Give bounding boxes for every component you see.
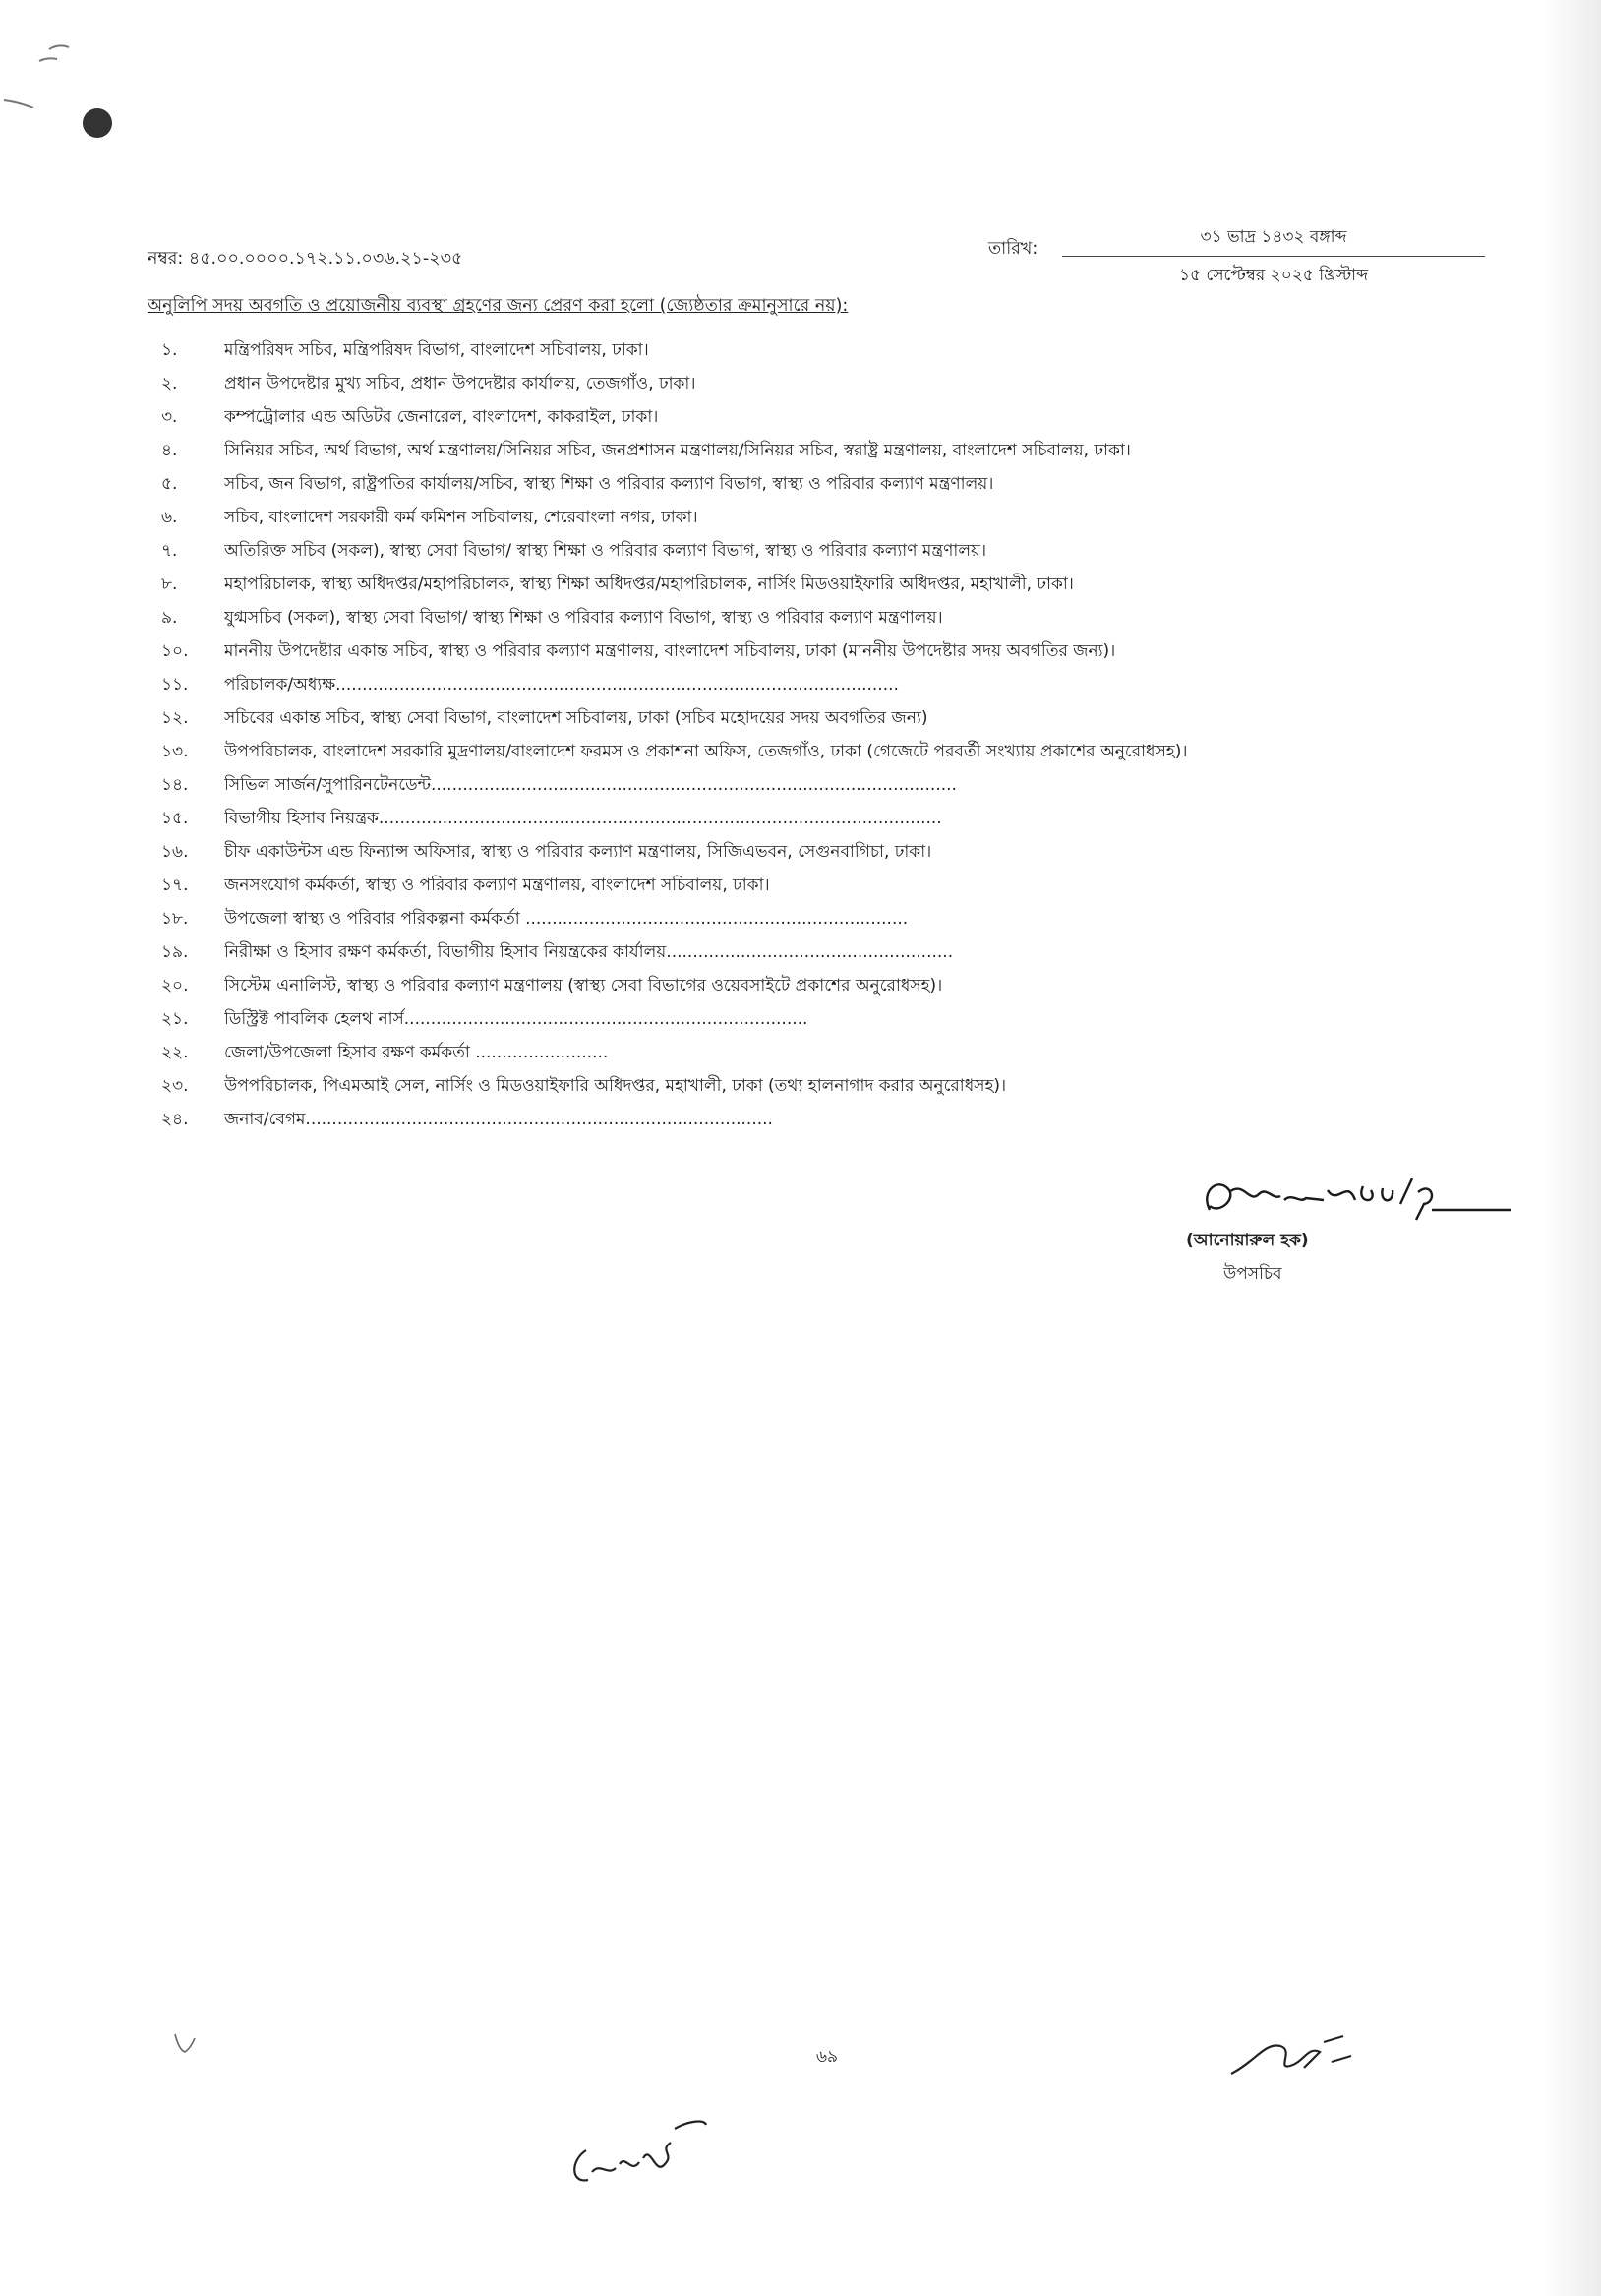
recipient-text: উপপরিচালক, পিএমআই সেল, নার্সিং ও মিডওয়াইফারি অধিদপ্তর, মহাখালী, ঢাকা (তথ্য হালনাগাদ করার অনুরোধসহ)। — [224, 1076, 1007, 1096]
scan-artifact-mark — [0, 30, 89, 108]
recipient-item — [148, 836, 1505, 870]
recipient-item — [148, 1037, 1505, 1070]
recipient-text: জেলা/উপজেলা হিসাব রক্ষণ কর্মকর্তা ......................... — [224, 1043, 609, 1062]
recipient-item — [148, 803, 1505, 836]
recipient-number: ১৭. — [161, 876, 189, 895]
handwritten-initials-bottom — [557, 2115, 714, 2194]
recipient-text: মাননীয় উপদেষ্টার একান্ত সচিব, স্বাস্থ্য ও পরিবার কল্যাণ মন্ত্রণালয়, বাংলাদেশ সচিবালয়, ঢাকা (মাননীয় উপদেষ্টার সদয় অবগতির জন্য)। — [224, 641, 1116, 661]
recipient-text: যুগ্মসচিব (সকল), স্বাস্থ্য সেবা বিভাগ/ স্বাস্থ্য শিক্ষা ও পরিবার কল্যাণ বিভাগ, স্বাস্থ্য ও পরিবার কল্যাণ মন্ত্রণালয়। — [224, 608, 943, 628]
recipient-number: ১৮. — [161, 909, 189, 929]
signatory-designation: উপসচিব — [1223, 1264, 1282, 1284]
date-bangla: ৩১ ভাদ্র ১৪৩২ বঙ্গাব্দ — [1062, 224, 1485, 257]
recipient-text: সচিবের একান্ত সচিব, স্বাস্থ্য সেবা বিভাগ, বাংলাদেশ সচিবালয়, ঢাকা (সচিব মহোদয়ের সদয় অবগতির জন্য) — [224, 708, 928, 728]
recipient-text: সিভিল সার্জন/সুপারিনটেনডেন্ট................................................................................................... — [224, 775, 957, 795]
recipient-text: মহাপরিচালক, স্বাস্থ্য অধিদপ্তর/মহাপরিচালক, স্বাস্থ্য শিক্ষা অধিদপ্তর/মহাপরিচালক, নার্সিং মিডওয়াইফারি অধিদপ্তর, মহাখালী, ঢাকা। — [224, 574, 1074, 594]
recipient-text: মন্ত্রিপরিষদ সচিব, মন্ত্রিপরিষদ বিভাগ, বাংলাদেশ সচিবালয়, ঢাকা। — [224, 340, 649, 360]
tick-mark — [173, 2030, 199, 2058]
recipient-item — [148, 669, 1505, 702]
recipient-text: জনসংযোগ কর্মকর্তা, স্বাস্থ্য ও পরিবার কল্যাণ মন্ত্রণালয়, বাংলাদেশ সচিবালয়, ঢাকা। — [224, 876, 770, 895]
recipient-number: ৬. — [161, 508, 178, 527]
recipient-item — [148, 937, 1505, 970]
recipient-number: ২০. — [161, 976, 189, 996]
recipient-item — [148, 1003, 1505, 1037]
recipient-text: কম্পট্রোলার এন্ড অডিটর জেনারেল, বাংলাদেশ, কাকরাইল, ঢাকা। — [224, 407, 659, 427]
recipient-text: বিভাগীয় হিসাব নিয়ন্ত্রক.......................................................................................................... — [224, 809, 942, 828]
handwritten-initials — [1225, 2023, 1353, 2082]
recipient-number: ২৪. — [161, 1110, 189, 1129]
recipient-item — [148, 401, 1505, 435]
recipient-text: উপপরিচালক, বাংলাদেশ সরকারি মুদ্রণালয়/বাংলাদেশ ফরমস ও প্রকাশনা অফিস, তেজগাঁও, ঢাকা (গেজেটে পরবর্তী সংখ্যায় প্রকাশের অনুরোধসহ)। — [224, 742, 1188, 761]
recipient-item — [148, 635, 1505, 669]
recipient-number: ৯. — [161, 608, 178, 628]
date-label: তারিখ: — [988, 239, 1038, 259]
recipient-number: ১২. — [161, 708, 189, 728]
recipient-item — [148, 870, 1505, 903]
recipient-item — [148, 736, 1505, 769]
recipient-number: ১৬. — [161, 842, 189, 862]
scan-edge-shadow — [1542, 0, 1601, 2296]
recipient-item — [148, 435, 1505, 468]
page-number: ৬৯ — [816, 2047, 839, 2067]
recipient-number: ১১. — [161, 675, 189, 695]
memo-header — [148, 224, 1485, 293]
recipient-number: ১০. — [161, 641, 189, 661]
recipient-number: ৫. — [161, 474, 178, 494]
recipient-text: সিস্টেম এনালিস্ট, স্বাস্থ্য ও পরিবার কল্যাণ মন্ত্রণালয় (স্বাস্থ্য সেবা বিভাগের ওয়েবসাইটে প্রকাশের অনুরোধসহ)। — [224, 976, 943, 996]
recipient-number: ২২. — [161, 1043, 189, 1062]
recipient-item — [148, 334, 1505, 368]
recipient-number: ৪. — [161, 441, 178, 460]
recipient-item — [148, 970, 1505, 1003]
recipient-text: অতিরিক্ত সচিব (সকল), স্বাস্থ্য সেবা বিভাগ/ স্বাস্থ্য শিক্ষা ও পরিবার কল্যাণ বিভাগ, স্বাস্থ্য ও পরিবার কল্যাণ মন্ত্রণালয়। — [224, 541, 987, 561]
punch-hole — [83, 108, 112, 138]
handwritten-signature — [1190, 1171, 1514, 1230]
recipient-number: ১. — [161, 340, 178, 360]
recipient-item — [148, 602, 1505, 635]
recipient-number: ৮. — [161, 574, 178, 594]
recipient-number: ৭. — [161, 541, 178, 561]
recipient-item — [148, 1104, 1505, 1137]
recipient-text: ডিস্ট্রিক্ট পাবলিক হেলথ নার্স............................................................................ — [224, 1009, 808, 1029]
date-gregorian: ১৫ সেপ্টেম্বর ২০২৫ খ্রিস্টাব্দ — [1178, 266, 1369, 285]
recipient-text: সিনিয়র সচিব, অর্থ বিভাগ, অর্থ মন্ত্রণালয়/সিনিয়র সচিব, জনপ্রশাসন মন্ত্রণালয়/সিনিয়র সচিব, স্বরাষ্ট্র মন্ত্রণালয়, বাংলাদেশ সচিবালয়, ঢাকা। — [224, 441, 1131, 460]
memo-number: নম্বর: ৪৫.০০.০০০০.১৭২.১১.০৩৬.২১-২৩৫ — [148, 249, 463, 269]
recipient-number: ১৫. — [161, 809, 189, 828]
copy-distribution-heading: অনুলিপি সদয় অবগতি ও প্রয়োজনীয় ব্যবস্থা গ্রহণের জন্য প্রেরণ করা হলো (জ্যেষ্ঠতার ক্রমানুসারে নয়): — [148, 296, 849, 316]
signatory-name: (আনোয়ারুল হক) — [1186, 1231, 1309, 1250]
recipient-number: ২১. — [161, 1009, 189, 1029]
recipient-text: চীফ একাউন্টস এন্ড ফিন্যান্স অফিসার, স্বাস্থ্য ও পরিবার কল্যাণ মন্ত্রণালয়, সিজিএভবন, সেগুনবাগিচা, ঢাকা। — [224, 842, 932, 862]
date-block — [1062, 224, 1485, 290]
recipient-item — [148, 569, 1505, 602]
recipient-item — [148, 535, 1505, 569]
recipient-text: উপজেলা স্বাস্থ্য ও পরিবার পরিকল্পনা কর্মকর্তা ........................................................................ — [224, 909, 909, 929]
recipient-list — [148, 334, 1505, 1137]
recipient-number: ২৩. — [161, 1076, 189, 1096]
recipient-number: ৩. — [161, 407, 178, 427]
recipient-number: ২. — [161, 374, 178, 393]
recipient-number: ১৯. — [161, 942, 189, 962]
recipient-item — [148, 903, 1505, 937]
signature-block — [1170, 1171, 1524, 1299]
recipient-text: প্রধান উপদেষ্টার মুখ্য সচিব, প্রধান উপদেষ্টার কার্যালয়, তেজগাঁও, ঢাকা। — [224, 374, 696, 393]
recipient-item — [148, 702, 1505, 736]
recipient-item — [148, 502, 1505, 535]
recipient-text: সচিব, জন বিভাগ, রাষ্ট্রপতির কার্যালয়/সচিব, স্বাস্থ্য শিক্ষা ও পরিবার কল্যাণ বিভাগ, স্বাস্থ্য ও পরিবার কল্যাণ মন্ত্রণালয়। — [224, 474, 994, 494]
recipient-number: ১৪. — [161, 775, 189, 795]
recipient-number: ১৩. — [161, 742, 189, 761]
recipient-item — [148, 468, 1505, 502]
recipient-text: নিরীক্ষা ও হিসাব রক্ষণ কর্মকর্তা, বিভাগীয় হিসাব নিয়ন্ত্রকের কার্যালয়...................................................... — [224, 942, 954, 962]
recipient-text: পরিচালক/অধ্যক্ষ.......................................................................................................... — [224, 675, 899, 695]
recipient-text: জনাব/বেগম........................................................................................ — [224, 1110, 773, 1129]
recipient-item — [148, 1070, 1505, 1104]
recipient-item — [148, 368, 1505, 401]
recipient-text: সচিব, বাংলাদেশ সরকারী কর্ম কমিশন সচিবালয়, শেরেবাংলা নগর, ঢাকা। — [224, 508, 698, 527]
recipient-item — [148, 769, 1505, 803]
